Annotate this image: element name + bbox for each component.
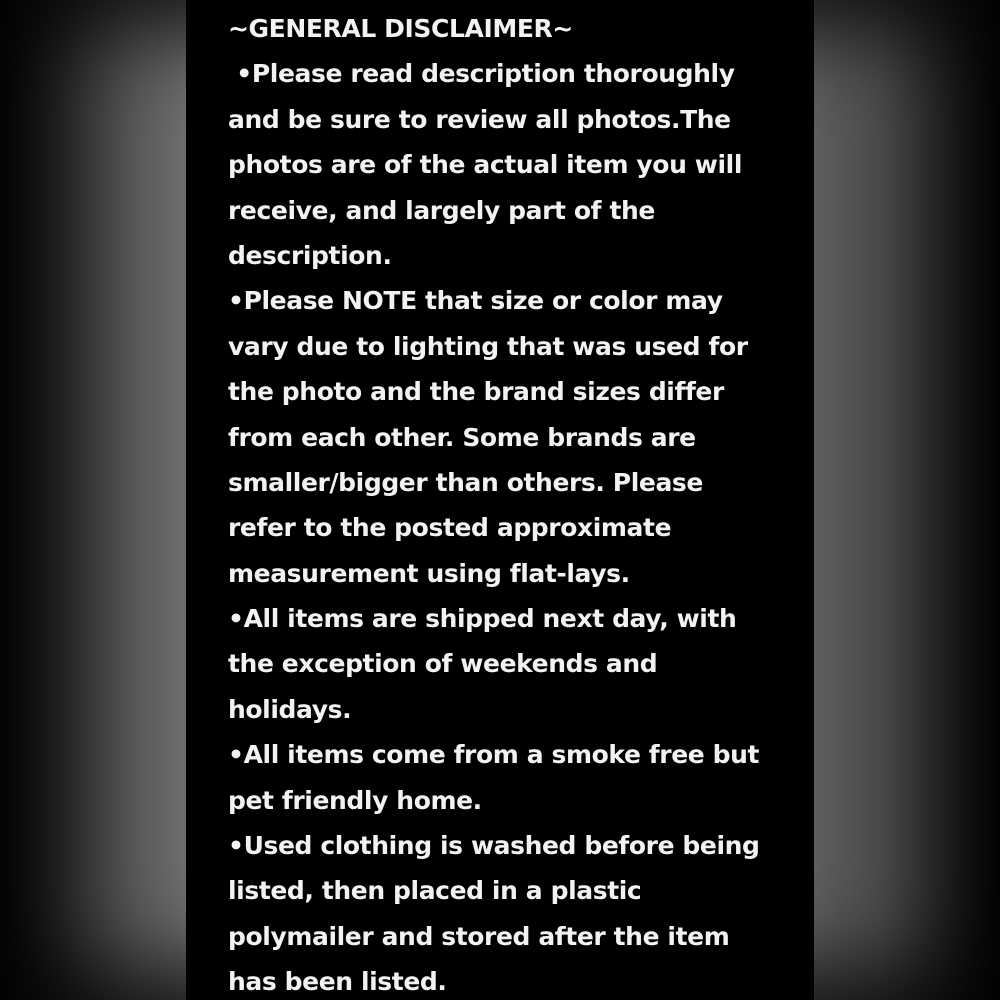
disclaimer-line: the photo and the brand sizes differ	[228, 377, 724, 407]
disclaimer-line: receive, and largely part of the	[228, 195, 655, 225]
disclaimer-line: •All items come from a smoke free but	[228, 740, 760, 770]
disclaimer-line: holidays.	[228, 694, 352, 724]
disclaimer-line: from each other. Some brands are	[228, 422, 696, 452]
disclaimer-line: polymailer and stored after the item	[228, 921, 730, 951]
disclaimer-line: measurement using flat-lays.	[228, 558, 630, 588]
disclaimer-line: has been listed.	[228, 967, 447, 997]
disclaimer-line: •Used clothing is washed before being	[228, 831, 760, 861]
disclaimer-title: ~GENERAL DISCLAIMER~	[228, 14, 573, 43]
disclaimer-line: refer to the posted approximate	[228, 513, 672, 543]
disclaimer-line: vary due to lighting that was used for	[228, 331, 748, 361]
disclaimer-line: description.	[228, 240, 392, 270]
disclaimer-line: photos are of the actual item you will	[228, 150, 742, 180]
disclaimer-line: listed, then placed in a plastic	[228, 876, 642, 906]
disclaimer-line: •Please read description thoroughly	[228, 59, 735, 89]
disclaimer-line: and be sure to review all photos.The	[228, 104, 731, 134]
disclaimer-text	[228, 6, 788, 1000]
disclaimer-line: •All items are shipped next day, with	[228, 604, 737, 634]
disclaimer-line: smaller/bigger than others. Please	[228, 467, 703, 497]
disclaimer-line: •Please NOTE that size or color may	[228, 286, 723, 316]
disclaimer-line: the exception of weekends and	[228, 649, 658, 679]
disclaimer-line: pet friendly home.	[228, 785, 482, 815]
